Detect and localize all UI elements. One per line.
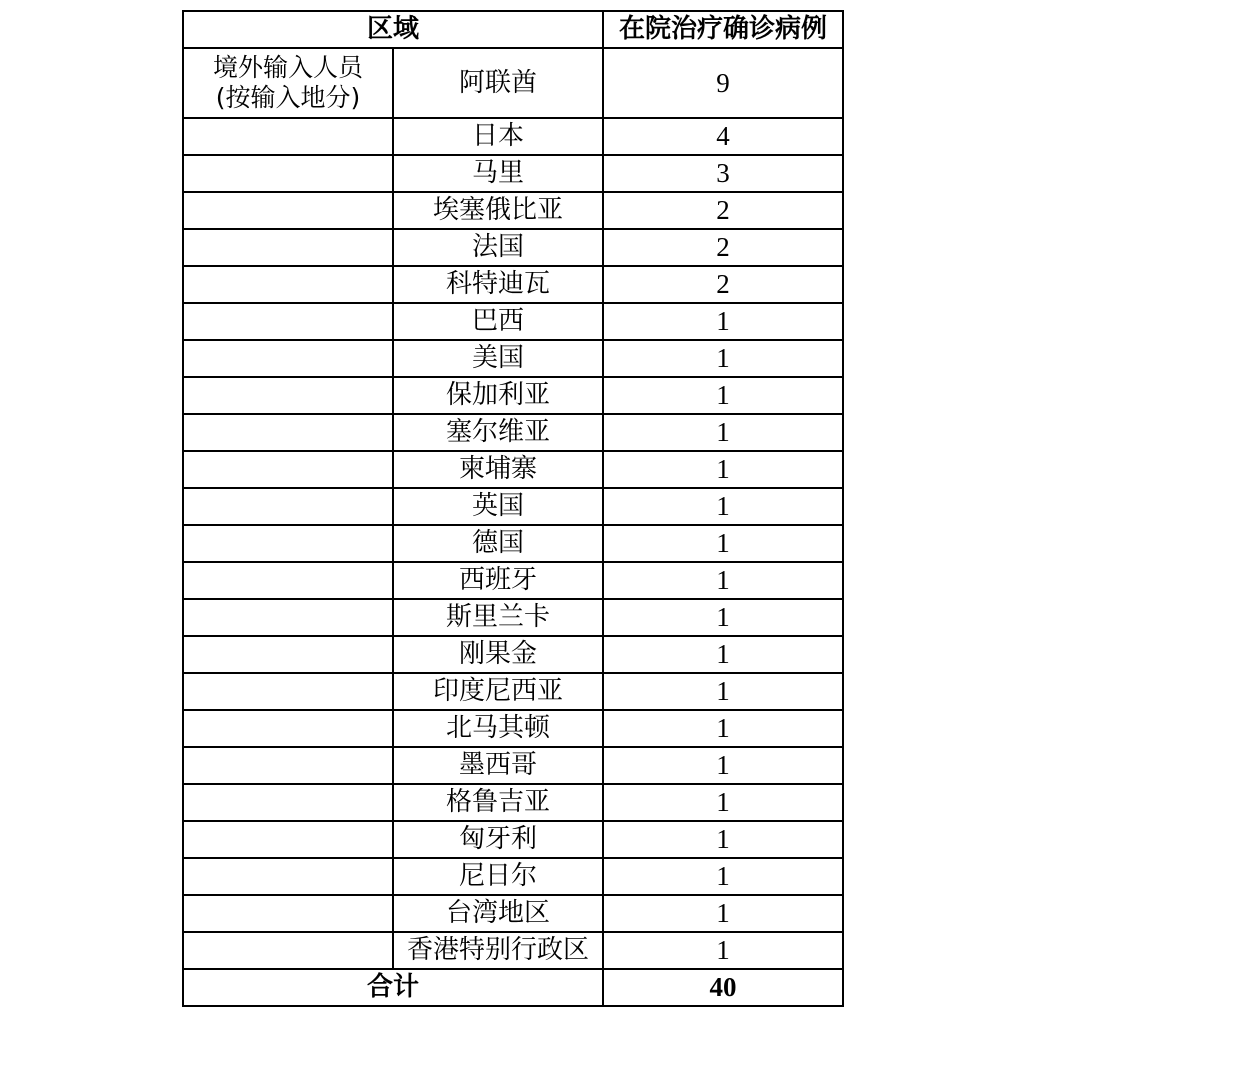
- country-cell: 印度尼西亚: [393, 673, 603, 710]
- table-row: [183, 747, 843, 784]
- empty-cell: [183, 895, 393, 932]
- table-row: [183, 858, 843, 895]
- empty-cell: [183, 599, 393, 636]
- country-cell: 匈牙利: [393, 821, 603, 858]
- table-row: [183, 155, 843, 192]
- country-cell: 北马其顿: [393, 710, 603, 747]
- count-cell: 2: [603, 229, 843, 266]
- table-row: [183, 599, 843, 636]
- group-label-line1: 境外输入人员: [212, 53, 363, 82]
- count-cell: 1: [603, 821, 843, 858]
- table-row: [183, 377, 843, 414]
- empty-cell: [183, 562, 393, 599]
- country-cell: 墨西哥: [393, 747, 603, 784]
- cases-table: [182, 10, 844, 1007]
- table-row: [183, 48, 843, 118]
- cases-header: 在院治疗确诊病例: [603, 11, 843, 48]
- empty-cell: [183, 192, 393, 229]
- country-cell: 西班牙: [393, 562, 603, 599]
- count-cell: 3: [603, 155, 843, 192]
- table-row: [183, 488, 843, 525]
- empty-cell: [183, 710, 393, 747]
- empty-cell: [183, 488, 393, 525]
- group-label-line2: (按输入地分): [215, 83, 361, 112]
- table-row: [183, 932, 843, 969]
- empty-cell: [183, 673, 393, 710]
- table-row: [183, 118, 843, 155]
- total-row: [183, 969, 843, 1006]
- table-row: [183, 451, 843, 488]
- empty-cell: [183, 229, 393, 266]
- count-cell: 1: [603, 377, 843, 414]
- table-row: [183, 414, 843, 451]
- empty-cell: [183, 266, 393, 303]
- count-cell: 1: [603, 451, 843, 488]
- table-row: [183, 895, 843, 932]
- country-cell: 英国: [393, 488, 603, 525]
- country-cell: 保加利亚: [393, 377, 603, 414]
- empty-cell: [183, 784, 393, 821]
- table-row: [183, 192, 843, 229]
- table-row: [183, 710, 843, 747]
- table-row: [183, 636, 843, 673]
- country-cell: 日本: [393, 118, 603, 155]
- country-cell: 法国: [393, 229, 603, 266]
- empty-cell: [183, 414, 393, 451]
- header-row: [183, 11, 843, 48]
- count-cell: 1: [603, 784, 843, 821]
- count-cell: 9: [603, 48, 843, 118]
- country-cell: 格鲁吉亚: [393, 784, 603, 821]
- empty-cell: [183, 932, 393, 969]
- count-cell: 4: [603, 118, 843, 155]
- region-header: 区域: [183, 11, 603, 48]
- empty-cell: [183, 821, 393, 858]
- count-cell: 1: [603, 710, 843, 747]
- count-cell: 1: [603, 303, 843, 340]
- country-cell: 斯里兰卡: [393, 599, 603, 636]
- empty-cell: [183, 747, 393, 784]
- country-cell: 台湾地区: [393, 895, 603, 932]
- count-cell: 2: [603, 192, 843, 229]
- table-row: [183, 266, 843, 303]
- empty-cell: [183, 636, 393, 673]
- country-cell: 刚果金: [393, 636, 603, 673]
- table-row: [183, 525, 843, 562]
- empty-cell: [183, 525, 393, 562]
- table-row: [183, 821, 843, 858]
- table-body: [183, 48, 843, 1006]
- country-cell: 美国: [393, 340, 603, 377]
- count-cell: 1: [603, 525, 843, 562]
- count-cell: 1: [603, 673, 843, 710]
- empty-cell: [183, 451, 393, 488]
- count-cell: 1: [603, 895, 843, 932]
- table-row: [183, 784, 843, 821]
- count-cell: 1: [603, 858, 843, 895]
- count-cell: 1: [603, 340, 843, 377]
- count-cell: 1: [603, 932, 843, 969]
- country-cell: 德国: [393, 525, 603, 562]
- count-cell: 1: [603, 636, 843, 673]
- table-row: [183, 562, 843, 599]
- empty-cell: [183, 858, 393, 895]
- country-cell: 塞尔维亚: [393, 414, 603, 451]
- group-label: [183, 48, 393, 118]
- total-label: 合计: [183, 969, 603, 1006]
- empty-cell: [183, 340, 393, 377]
- country-cell: 阿联酋: [393, 48, 603, 118]
- table-row: [183, 303, 843, 340]
- count-cell: 1: [603, 414, 843, 451]
- empty-cell: [183, 377, 393, 414]
- count-cell: 1: [603, 488, 843, 525]
- country-cell: 尼日尔: [393, 858, 603, 895]
- empty-cell: [183, 303, 393, 340]
- country-cell: 柬埔寨: [393, 451, 603, 488]
- country-cell: 科特迪瓦: [393, 266, 603, 303]
- count-cell: 1: [603, 562, 843, 599]
- empty-cell: [183, 155, 393, 192]
- country-cell: 香港特别行政区: [393, 932, 603, 969]
- country-cell: 埃塞俄比亚: [393, 192, 603, 229]
- country-cell: 马里: [393, 155, 603, 192]
- count-cell: 1: [603, 747, 843, 784]
- total-value: 40: [603, 969, 843, 1006]
- empty-cell: [183, 118, 393, 155]
- table-row: [183, 673, 843, 710]
- table-row: [183, 229, 843, 266]
- count-cell: 1: [603, 599, 843, 636]
- table-row: [183, 340, 843, 377]
- count-cell: 2: [603, 266, 843, 303]
- country-cell: 巴西: [393, 303, 603, 340]
